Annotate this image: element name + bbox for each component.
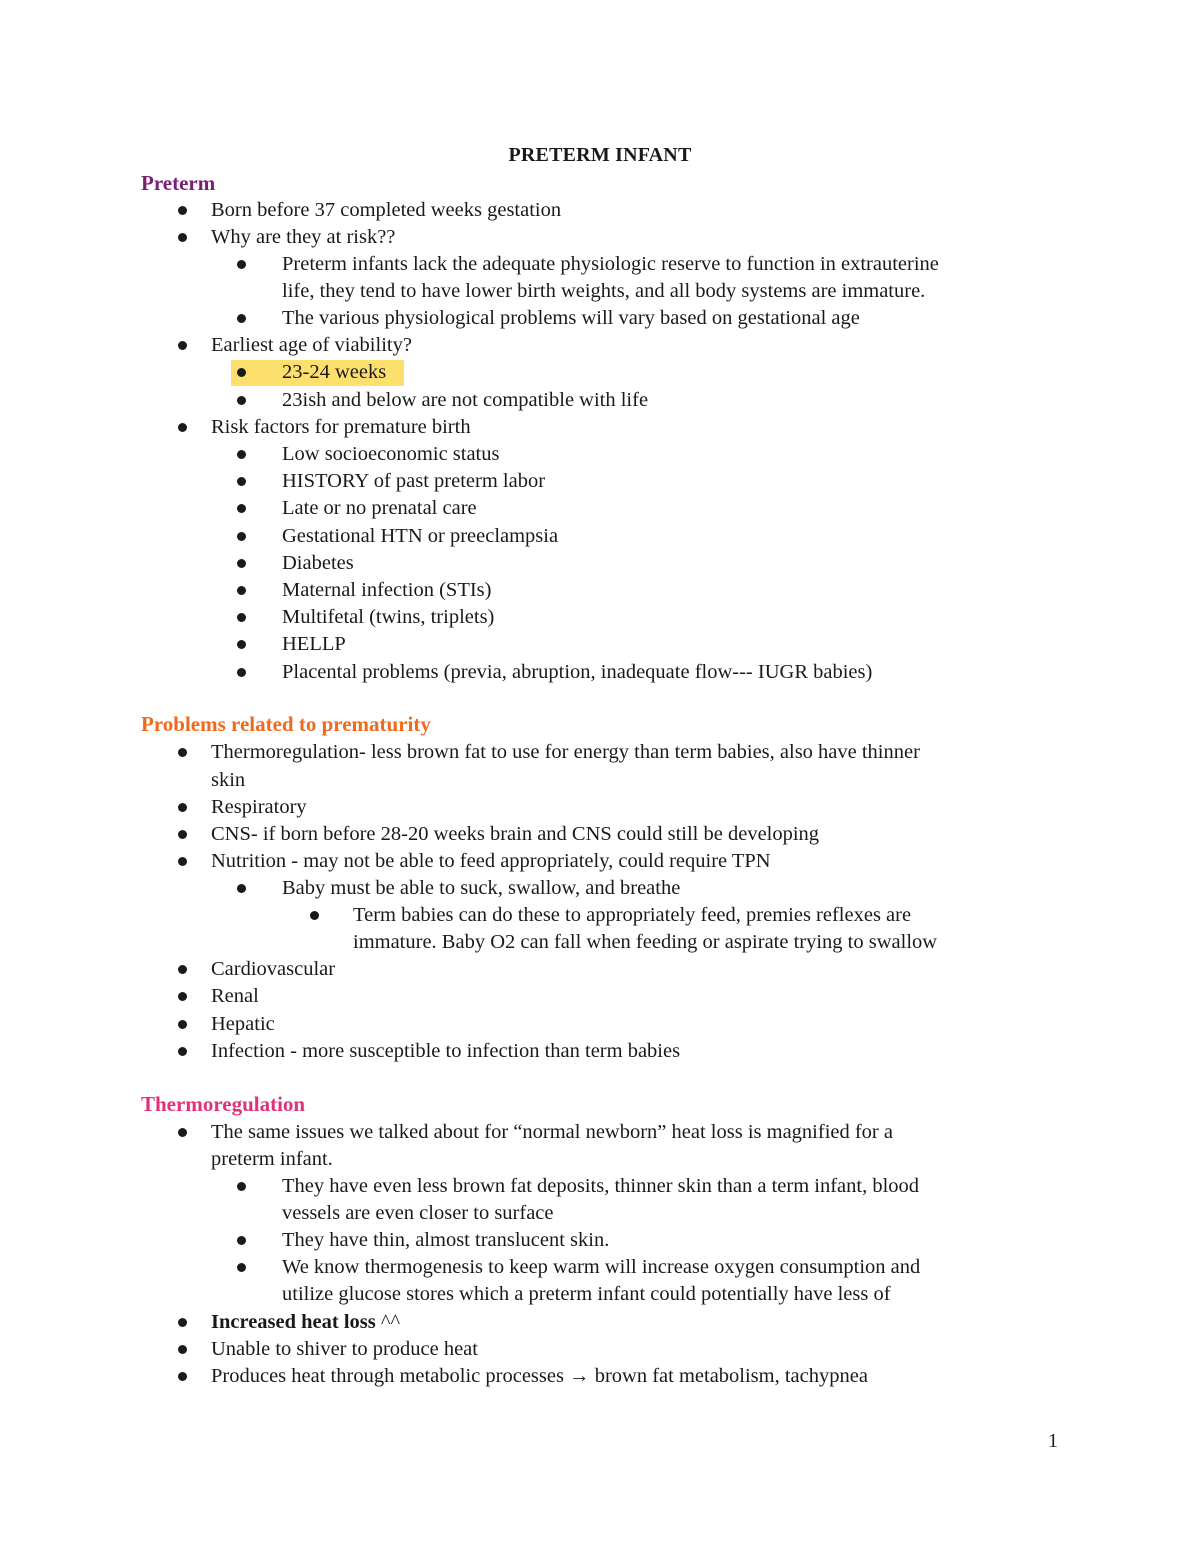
list-item: Born before 37 completed weeks gestation <box>211 197 561 224</box>
bullet-icon <box>178 1020 187 1029</box>
bullet-icon <box>237 668 246 677</box>
list-item: Risk factors for premature birth <box>211 414 471 441</box>
list-item: Multifetal (twins, triplets) <box>282 604 494 631</box>
list-item: They have thin, almost translucent skin. <box>282 1227 609 1254</box>
bullet-icon <box>237 396 246 405</box>
list-item: Increased heat loss ^^ <box>211 1309 400 1336</box>
bullet-icon <box>178 233 187 242</box>
bullet-icon <box>178 748 187 757</box>
bullet-icon <box>178 857 187 866</box>
bullet-icon <box>237 368 246 377</box>
bullet-icon <box>237 1182 246 1191</box>
list-item: The same issues we talked about for “normal newborn” heat loss is magnified for a <box>211 1119 893 1146</box>
list-item: They have even less brown fat deposits, thinner skin than a term infant, blood <box>282 1173 919 1200</box>
list-item: Placental problems (previa, abruption, inadequate flow--- IUGR babies) <box>282 659 872 686</box>
list-item: Maternal infection (STIs) <box>282 577 491 604</box>
list-item: Preterm infants lack the adequate physiologic reserve to function in extrauterine <box>282 251 939 278</box>
list-item: Earliest age of viability? <box>211 332 412 359</box>
bullet-icon <box>178 1372 187 1381</box>
list-item-continuation: utilize glucose stores which a preterm infant could potentially have less of <box>282 1283 891 1305</box>
bullet-icon <box>178 1345 187 1354</box>
bullet-icon <box>178 965 187 974</box>
bullet-icon <box>237 450 246 459</box>
list-item: Infection - more susceptible to infection than term babies <box>211 1038 680 1065</box>
section-heading-preterm: Preterm <box>141 171 216 195</box>
list-item: Unable to shiver to produce heat <box>211 1336 478 1363</box>
bullet-icon <box>237 1263 246 1272</box>
list-item: 23ish and below are not compatible with life <box>282 387 648 414</box>
list-item-highlighted: 23-24 weeks <box>282 359 386 386</box>
list-item: CNS- if born before 28-20 weeks brain and CNS could still be developing <box>211 821 819 848</box>
bullet-icon <box>178 830 187 839</box>
bullet-icon <box>178 206 187 215</box>
list-item-continuation: vessels are even closer to surface <box>282 1202 554 1224</box>
bullet-icon <box>237 477 246 486</box>
bullet-icon <box>237 613 246 622</box>
bullet-icon <box>178 423 187 432</box>
bullet-icon <box>237 586 246 595</box>
list-item: Thermoregulation- less brown fat to use for energy than term babies, also have thinner <box>211 739 920 766</box>
list-item-continuation: immature. Baby O2 can fall when feeding or aspirate trying to swallow <box>353 931 938 953</box>
list-item-continuation: life, they tend to have lower birth weights, and all body systems are immature. <box>282 280 926 302</box>
list-item: Nutrition - may not be able to feed appropriately, could require TPN <box>211 848 771 875</box>
list-item: HELLP <box>282 631 346 658</box>
list-item-continuation: skin <box>211 769 246 791</box>
list-item: Cardiovascular <box>211 956 335 983</box>
list-item: HISTORY of past preterm labor <box>282 468 545 495</box>
list-item: Late or no prenatal care <box>282 495 477 522</box>
bullet-icon <box>237 640 246 649</box>
bullet-icon <box>237 314 246 323</box>
list-item: Produces heat through metabolic processes → brown fat metabolism, tachypnea <box>211 1363 868 1390</box>
list-item: Low socioeconomic status <box>282 441 499 468</box>
page-title: PRETERM INFANT <box>508 144 692 166</box>
page-number: 1 <box>1048 1430 1058 1452</box>
bullet-icon <box>237 1236 246 1245</box>
section-heading-problems: Problems related to prematurity <box>141 712 431 736</box>
bullet-icon <box>178 1318 187 1327</box>
list-item: Respiratory <box>211 794 307 821</box>
bullet-icon <box>178 1047 187 1056</box>
list-item: Gestational HTN or preeclampsia <box>282 523 558 550</box>
bullet-icon <box>310 911 319 920</box>
list-item: Why are they at risk?? <box>211 224 395 251</box>
bullet-icon <box>237 559 246 568</box>
list-item: Renal <box>211 983 259 1010</box>
bullet-icon <box>237 260 246 269</box>
bullet-icon <box>178 1128 187 1137</box>
bullet-icon <box>237 532 246 541</box>
bullet-icon <box>237 884 246 893</box>
list-item: We know thermogenesis to keep warm will increase oxygen consumption and <box>282 1254 920 1281</box>
bullet-icon <box>178 992 187 1001</box>
bullet-icon <box>178 341 187 350</box>
list-item-continuation: preterm infant. <box>211 1148 333 1170</box>
list-item: The various physiological problems will vary based on gestational age <box>282 305 860 332</box>
bullet-icon <box>237 504 246 513</box>
list-item: Hepatic <box>211 1011 275 1038</box>
section-heading-thermoregulation: Thermoregulation <box>141 1092 306 1116</box>
list-item: Term babies can do these to appropriately feed, premies reflexes are <box>353 902 911 929</box>
list-item: Baby must be able to suck, swallow, and breathe <box>282 875 680 902</box>
bullet-icon <box>178 803 187 812</box>
list-item: Diabetes <box>282 550 354 577</box>
